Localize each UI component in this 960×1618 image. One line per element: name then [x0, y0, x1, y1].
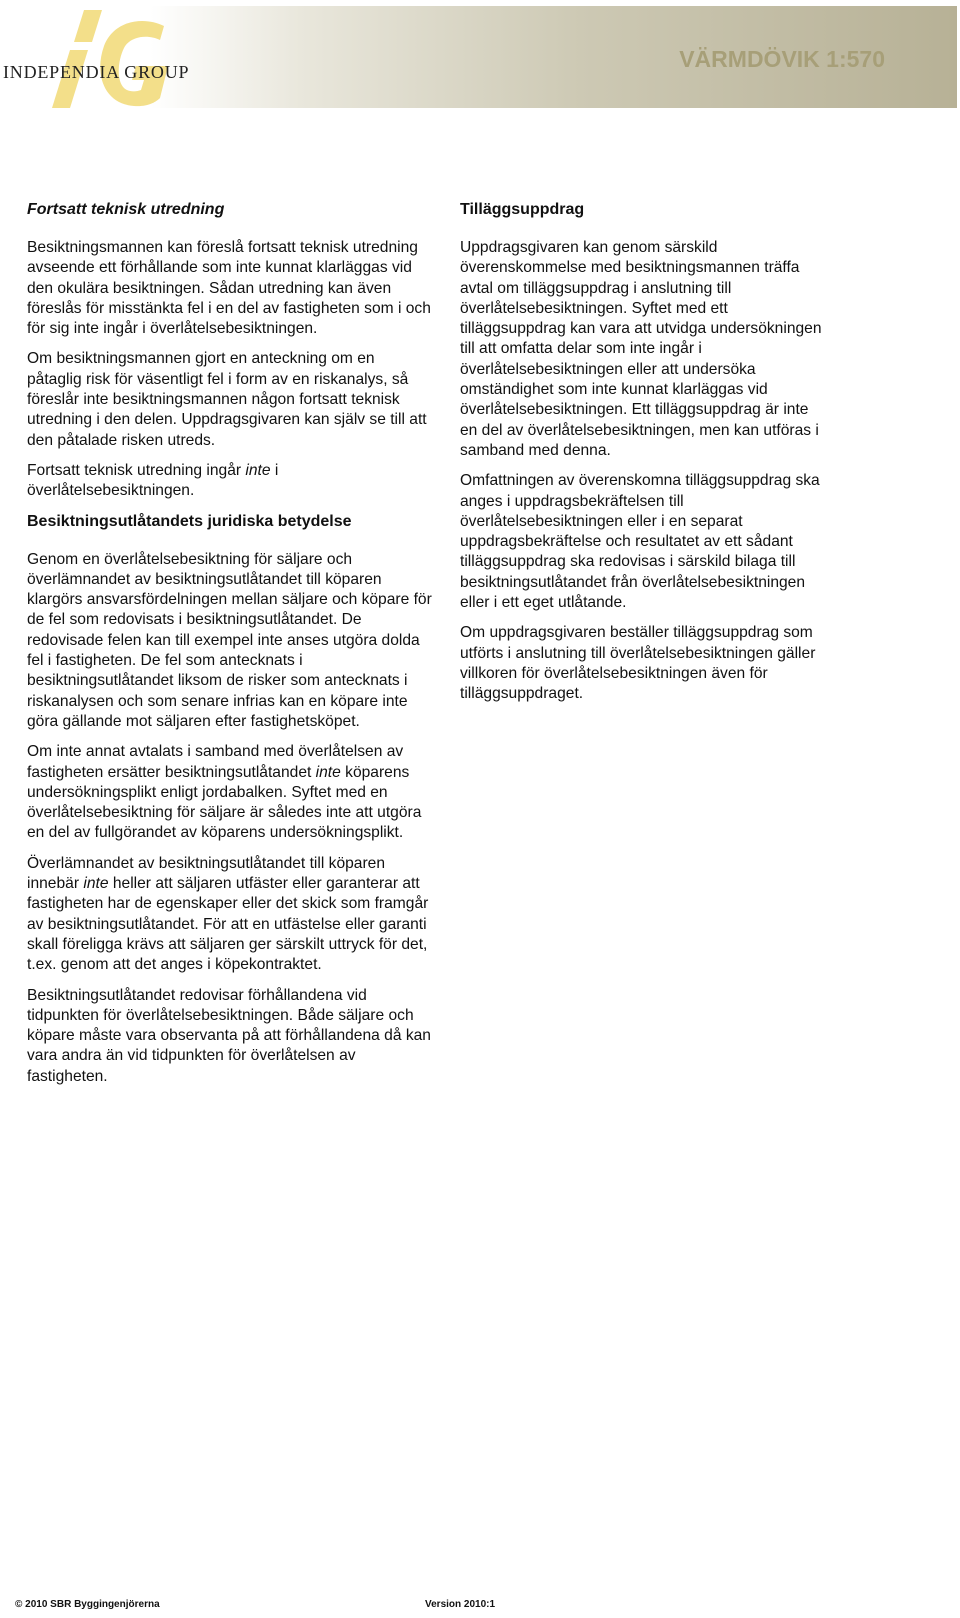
- left-column: [27, 200, 432, 1097]
- emphasis: inte: [83, 875, 109, 893]
- emphasis: inte: [245, 461, 271, 479]
- paragraph: Om uppdragsgivaren beställer tilläggsuppdrag som utförts i anslutning till överlåtelsebesiktningen gäller villkoren för överlåtelsebesiktningen även för tilläggsuppdraget.: [460, 624, 816, 703]
- heading-fortsatt-teknisk-utredning: Fortsatt teknisk utredning: [27, 201, 225, 218]
- paragraph: Besiktningsutlåtandet redovisar förhållandena vid tidpunkten för överlåtelsebesiktningen. Både säljare och köpare måste vara observanta på att förhållandena då kan vara andra än vid tidpunkten för överlåtelsen av fastigheten.: [27, 986, 431, 1085]
- paragraph: Om besiktningsmannen gjort en anteckning om en påtaglig risk för väsentligt fel i form av en riskanalys, så föreslår inte besiktningsmannen någon fortsatt teknisk utredning i den delen. Uppdragsgivaren kan själv se till att den påtalade risken utreds.: [27, 350, 427, 449]
- page-header: [0, 6, 957, 108]
- heading-juridiska-betydelse: Besiktningsutlåtandets juridiska betydelse: [27, 512, 352, 530]
- footer-copyright: © 2010 SBR Byggingenjörerna: [15, 1599, 160, 1610]
- heading-tillaggsuppdrag: Tilläggsuppdrag: [460, 201, 585, 218]
- paragraph: Uppdragsgivaren kan genom särskild överenskommelse med besiktningsmannen träffa avtal om tilläggsuppdrag i anslutning till överlåtelsebesiktningen. Syftet med ett tilläggsuppdrag kan vara att utvidga undersökningen till att omfatta delar som inte ingår i överlåtelsebesiktningen eller att undersöka omständighet som inte kunnat klarläggas vid överlåtelsebesiktningen. Ett tilläggsuppdrag är inte en del av överlåtelsebesiktningen, men kan utföras i samband med denna.: [460, 239, 822, 459]
- paragraph: Omfattningen av överenskomna tilläggsuppdrag ska anges i uppdragsbekräftelsen till överlåtelsebesiktningen eller i en separat uppdragsbekräftelse och resultatet av ett sådant tilläggsuppdrag ska redovisas i särskild bilaga till besiktningsutlåtandet från överlåtelsebesiktningen eller i ett eget utlåtande.: [460, 472, 820, 612]
- paragraph: Besiktningsmannen kan föreslå fortsatt teknisk utredning avseende ett förhållande som inte kunnat klarläggas vid den okulära besiktningen. Sådan utredning kan även föreslås för misstänkta fel i en del av fastigheten som i och för sig inte ingår i överlåtelsebesiktningen.: [27, 239, 431, 338]
- paragraph: Fortsatt teknisk utredning ingår inte i överlåtelsebesiktningen.: [27, 461, 279, 500]
- document-id: VÄRMDÖVIK 1:570: [679, 46, 885, 72]
- ig-logo-icon: [52, 6, 170, 110]
- right-column: [460, 200, 830, 715]
- paragraph: Om inte annat avtalats i samband med överlåtelsen av fastigheten ersätter besiktningsutlåtandet inte köparens undersökningsplikt enligt jordabalken. Syftet med en överlåtelsebesiktning för säljare är således inte att utgöra en del av fullgörandet av köparens undersökningsplikt.: [27, 743, 422, 842]
- emphasis: inte: [315, 763, 341, 781]
- footer-version: Version 2010:1: [425, 1599, 496, 1610]
- company-name: INDEPENDIA GROUP: [3, 62, 190, 82]
- paragraph: Genom en överlåtelsebesiktning för säljare och överlämnandet av besiktningsutlåtandet till köparen klargörs ansvarsfördelningen mellan säljare och köpare för de fel som redovisats i besiktningsutlåtandet. De redovisade felen kan till exempel inte anses utgöra dolda fel i fastigheten. De fel som antecknats i besiktningsutlåtandet liksom de risker som antecknats i riskanalysen och som senare infrias kan en köpare inte göra gällande mot säljaren efter fastighetsköpet.: [27, 550, 432, 730]
- paragraph: Överlämnandet av besiktningsutlåtandet till köparen innebär inte heller att säljaren utfäster eller garanterar att fastigheten har de egenskaper eller det skick som framgår av besiktningsutlåtandet. För att en utfästelse eller garanti skall föreligga krävs att säljaren ger särskilt uttryck för det, t.ex. genom att det anges i köpekontraktet.: [27, 854, 429, 974]
